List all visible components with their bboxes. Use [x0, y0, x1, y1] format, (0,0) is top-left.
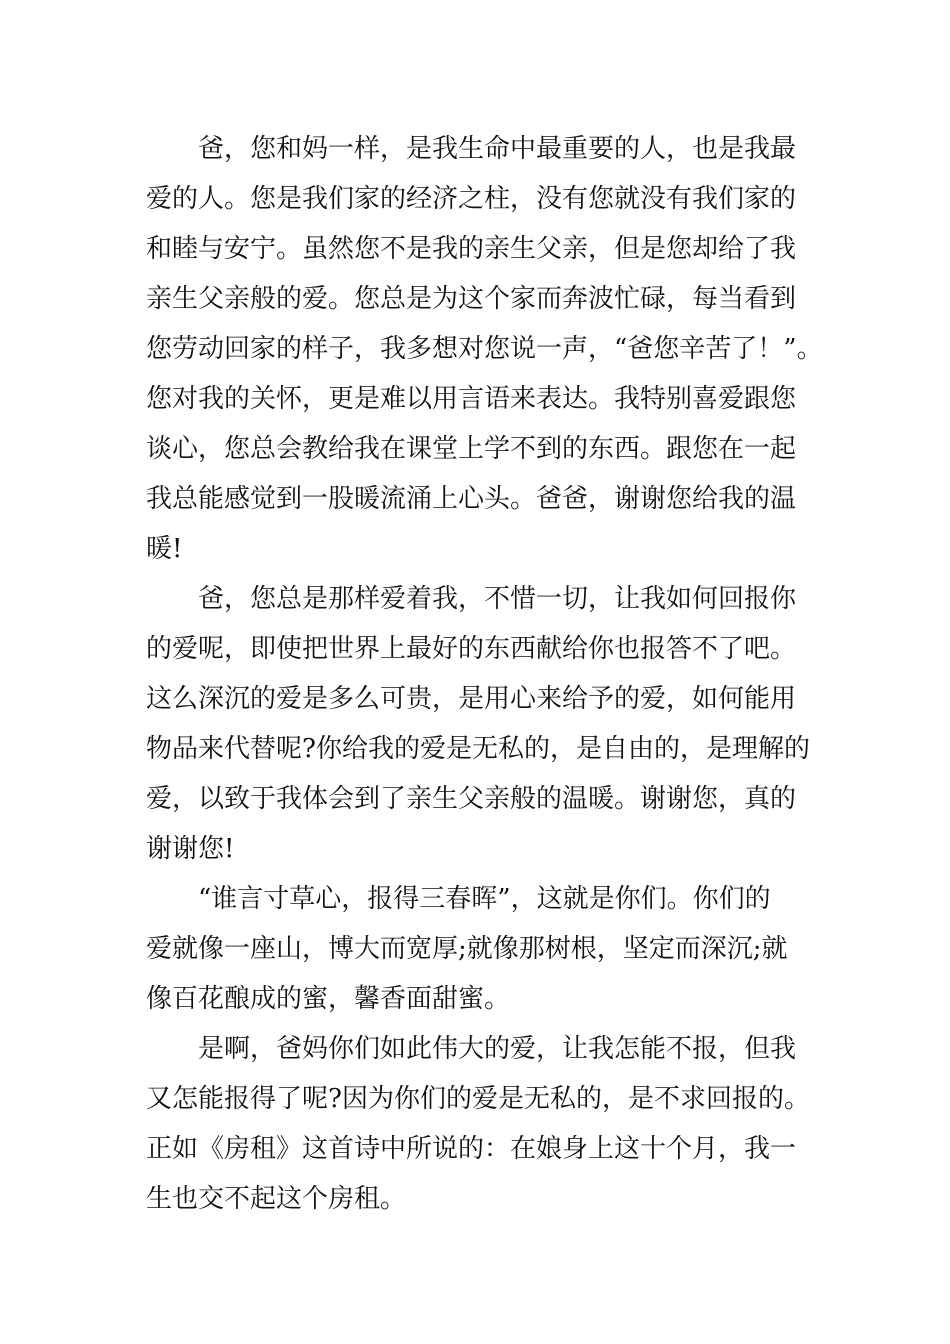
text-line: 您劳动回家的样子，我多想对您说一声，“爸您辛苦了！”。	[146, 334, 823, 364]
text-line: 爱，以致于我体会到了亲生父亲般的温暖。谢谢您，真的	[146, 784, 797, 814]
text-line: 爸，您和妈一样，是我生命中最重要的人，也是我最	[146, 134, 797, 164]
text-line: 又怎能报得了呢?因为你们的爱是无私的，是不求回报的。	[146, 1084, 810, 1114]
text-line: 的爱呢，即使把世界上最好的东西献给你也报答不了吧。	[146, 634, 797, 664]
text-line: 您对我的关怀，更是难以用言语来表达。我特别喜爱跟您	[146, 384, 797, 414]
text-line: 谈心，您总会教给我在课堂上学不到的东西。跟您在一起	[146, 434, 797, 464]
text-line: 亲生父亲般的爱。您总是为这个家而奔波忙碌，每当看到	[146, 284, 797, 314]
text-line: 爸，您总是那样爱着我，不惜一切，让我如何回报你	[146, 584, 797, 614]
text-line: 正如《房租》这首诗中所说的：在娘身上这十个月，我一	[146, 1134, 797, 1164]
document-body	[146, 124, 846, 1224]
text-line: 我总能感觉到一股暖流涌上心头。爸爸，谢谢您给我的温	[146, 484, 797, 514]
text-line: 生也交不起这个房租。	[146, 1184, 407, 1214]
text-line: 暖!	[146, 534, 183, 564]
text-line: 这么深沉的爱是多么可贵，是用心来给予的爱，如何能用	[146, 684, 797, 714]
text-line: “谁言寸草心，报得三春晖”，这就是你们。你们的	[146, 884, 771, 914]
text-line: 爱的人。您是我们家的经济之柱，没有您就没有我们家的	[146, 184, 797, 214]
text-line: 物品来代替呢?你给我的爱是无私的，是自由的，是理解的	[146, 734, 810, 764]
text-line: 和睦与安宁。虽然您不是我的亲生父亲，但是您却给了我	[146, 234, 797, 264]
text-line: 像百花酿成的蜜，馨香面甜蜜。	[146, 984, 511, 1014]
text-line: 谢谢您!	[146, 834, 235, 864]
text-line: 爱就像一座山，博大而宽厚;就像那树根，坚定而深沉;就	[146, 934, 788, 964]
text-line: 是啊，爸妈你们如此伟大的爱，让我怎能不报，但我	[146, 1034, 797, 1064]
